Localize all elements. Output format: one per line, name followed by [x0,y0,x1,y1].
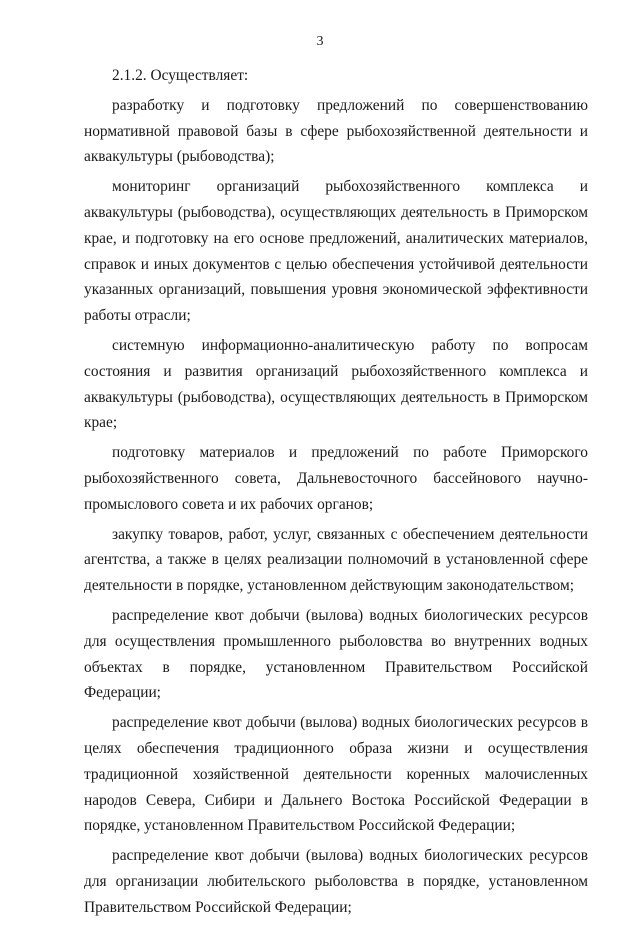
paragraph-1: разработку и подготовку предложений по совершенствованию нормативной правовой базы в сфере рыбохозяйственной деятельности и аквакультуры (рыбоводства); [84,96,588,166]
paragraph-2: мониторинг организаций рыбохозяйственного комплекса и аквакультуры (рыбоводства), осуществляющих деятельность в Приморском крае, и подготовку на его основе предложений, аналитических материалов, справок и иных документов с целью обеспечения устойчивой деятельности указанных организаций, повышения уровня экономической эффективности работы отрасли; [84,178,588,325]
paragraph-3: системную информационно-аналитическую работу по вопросам состояния и развития организаций рыбохозяйственного комплекса и аквакультуры (рыбоводства), осуществляющих деятельность в Приморском крае; [84,336,588,432]
paragraph-7: распределение квот добычи (вылова) водных биологических ресурсов в целях обеспечения традиционного образа жизни и осуществления традиционной хозяйственной деятельности коренных малочисленных народов Севера, Сибири и Дальнего Востока Российской Федерации в порядке, установленном Правительством Российской Федерации; [84,714,588,835]
section-heading: 2.1.2. Осуществляет: [112,67,249,84]
page-number: 3 [316,34,324,49]
document-body [84,63,588,925]
paragraph-8: распределение квот добычи (вылова) водных биологических ресурсов для организации любительского рыболовства в порядке, установленном Правительством Российской Федерации; [84,847,588,916]
paragraph-6: распределение квот добычи (вылова) водных биологических ресурсов для осуществления промышленного рыболовства во внутренних водных объектах в порядке, установленном Правительством Российской Федерации; [84,606,588,702]
paragraph-4: подготовку материалов и предложений по работе Приморского рыбохозяйственного совета, Дальневосточного бассейнового научно-промыслового совета и их рабочих органов; [84,444,588,513]
paragraph-5: закупку товаров, работ, услуг, связанных с обеспечением деятельности агентства, а также в целях реализации полномочий в установленной сфере деятельности в порядке, установленном действующим законодательством; [84,525,588,595]
